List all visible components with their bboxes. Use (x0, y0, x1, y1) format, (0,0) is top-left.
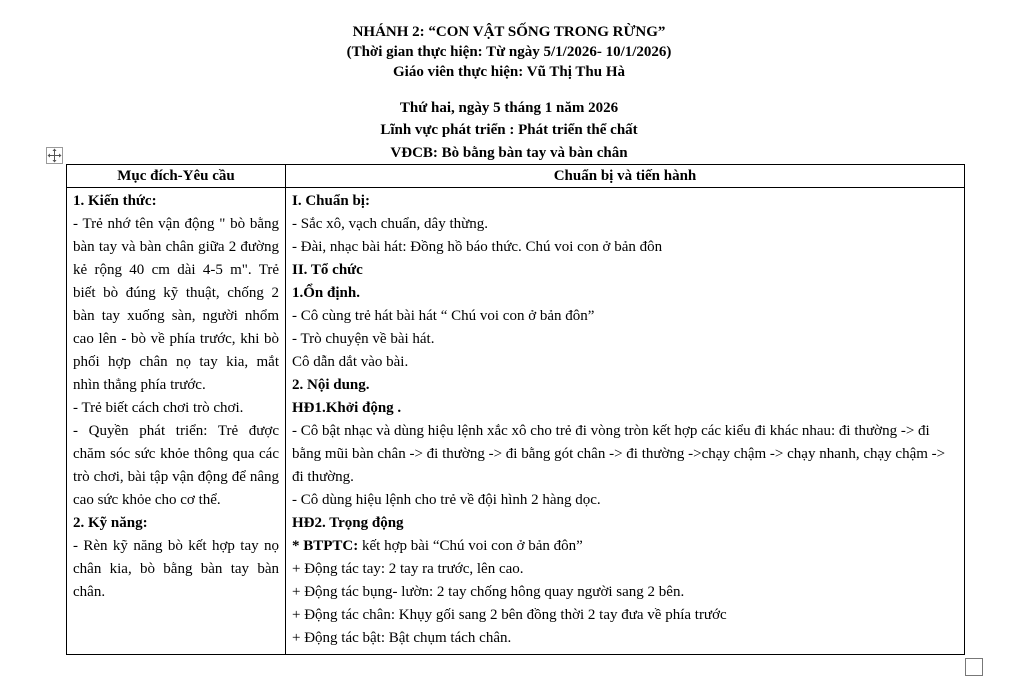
stabilize-item: Cô dẫn dắt vào bài. (292, 354, 409, 370)
exercise-item: + Động tác bật: Bật chụm tách chân. (292, 630, 512, 646)
knowledge-item: - Quyền phát triển: Trẻ được chăm sóc sức khỏe thông qua các trò chơi, bài tập vận động để nâng cao sức khỏe cho cơ thể. (73, 423, 279, 508)
knowledge-item: - Trẻ biết cách chơi trò chơi. (73, 400, 244, 416)
btptc-text: kết hợp bài “Chú voi con ở bản đôn” (358, 538, 583, 554)
skills-item: - Rèn kỹ năng bò kết hợp tay nọ chân kia, bò bằng bàn tay bàn chân. (73, 538, 279, 600)
exercise-item: + Động tác chân: Khụy gối sang 2 bên đồng thời 2 tay đưa về phía trước (292, 607, 727, 623)
lesson-teacher: Giáo viên thực hiện: Vũ Thị Thu Hà (393, 64, 625, 80)
warmup-heading: HĐ1.Khởi động . (292, 400, 402, 416)
knowledge-item: - Trẻ nhớ tên vận động " bò bằng bàn tay và bàn chân giữa 2 đường kẻ rộng 40 cm dài 4-5 m". Trẻ biết bò đúng kỹ thuật, chống 2 bàn tay xuống sàn, người nhổm cao lên - bò về phía trước, khi bò phối hợp chân nọ tay kia, mắt nhìn thẳng phía trước. (73, 216, 279, 393)
column-header-objectives: Mục đích-Yêu cầu (67, 165, 286, 188)
lesson-time: (Thời gian thực hiện: Từ ngày 5/1/2026- 10/1/2026) (346, 44, 672, 60)
table-resize-handle-icon[interactable] (965, 658, 983, 676)
table-move-handle-icon[interactable] (46, 147, 63, 164)
warmup-item: - Cô dùng hiệu lệnh cho trẻ về đội hình 2 hàng dọc. (292, 492, 601, 508)
btptc-label: * BTPTC: (292, 538, 359, 554)
lesson-branch-title: NHÁNH 2: “CON VẬT SỐNG TRONG RỪNG” (352, 24, 666, 40)
knowledge-heading: 1. Kiến thức: (73, 193, 157, 209)
organization-heading: II. Tổ chức (292, 262, 363, 278)
lesson-field: Lĩnh vực phát triển : Phát triển thể chất (380, 122, 638, 138)
warmup-item: - Cô bật nhạc và dùng hiệu lệnh xắc xô cho trẻ đi vòng tròn kết hợp các kiểu đi khác nhau: đi thường -> đi bằng mũi bàn chân -> đi thường -> đi bằng gót chân -> đi thường ->chạy chậm -> chạy nhanh, chạy chậm -> đi thường. (292, 423, 946, 485)
exercise-item: + Động tác tay: 2 tay ra trước, lên cao. (292, 561, 524, 577)
skills-heading: 2. Kỹ năng: (73, 515, 148, 531)
lesson-plan-table (66, 164, 965, 655)
stabilize-item: - Cô cùng trẻ hát bài hát “ Chú voi con ở bản đôn” (292, 308, 595, 324)
preparation-cell (286, 188, 965, 655)
main-activity-heading: HĐ2. Trọng động (292, 515, 404, 531)
lesson-date: Thứ hai, ngày 5 tháng 1 năm 2026 (399, 100, 619, 116)
stabilize-item: - Trò chuyện về bài hát. (292, 331, 435, 347)
exercise-item: + Động tác bụng- lườn: 2 tay chống hông quay người sang 2 bên. (292, 584, 685, 600)
prep-item: - Đài, nhạc bài hát: Đồng hồ báo thức. Chú voi con ở bản đôn (292, 239, 663, 255)
content-heading: 2. Nội dung. (292, 377, 370, 393)
lesson-topic: VĐCB: Bò bằng bàn tay và bàn chân (390, 145, 628, 161)
column-header-preparation: Chuẩn bị và tiến hành (286, 165, 965, 188)
btptc-line (292, 535, 958, 558)
prep-item: - Sắc xô, vạch chuẩn, dây thừng. (292, 216, 488, 232)
stabilize-heading: 1.Ổn định. (292, 285, 360, 301)
prep-heading: I. Chuẩn bị: (292, 193, 370, 209)
objectives-cell (67, 188, 286, 655)
